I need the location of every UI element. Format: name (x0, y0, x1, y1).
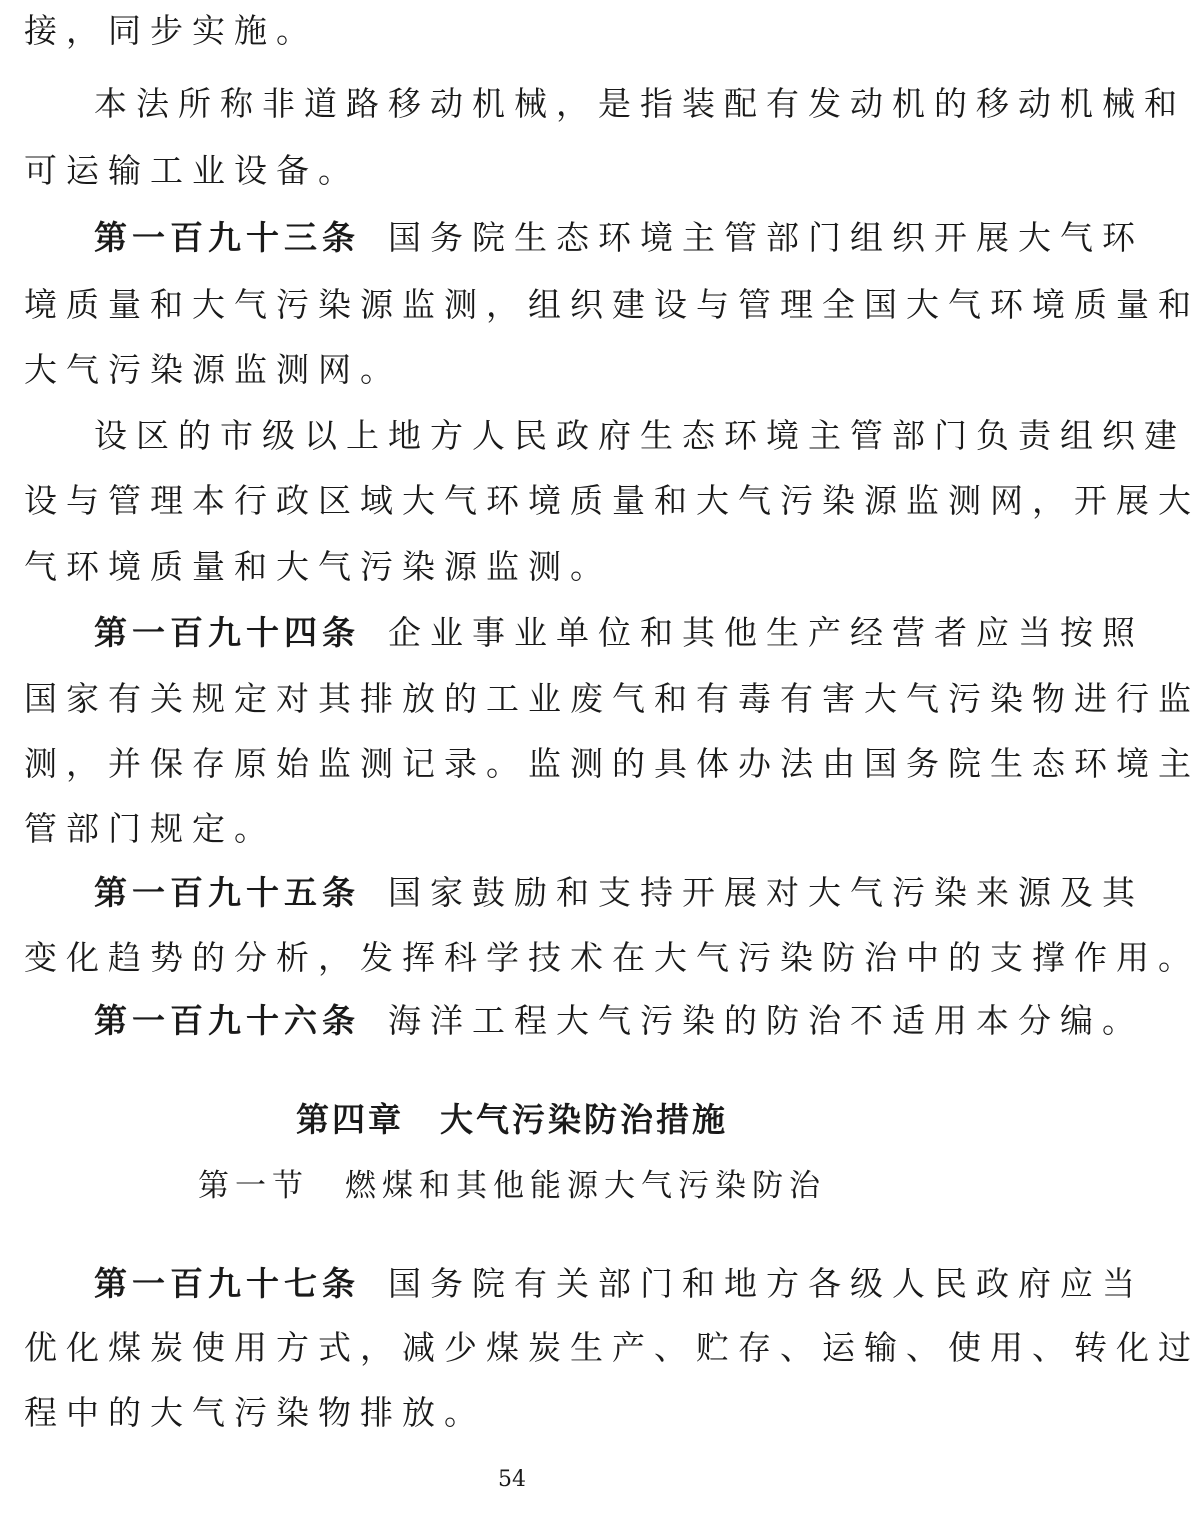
text-line: 境质量和大气污染源监测，组织建设与管理全国大气环境质量和 (24, 285, 1200, 324)
text-line: 变化趋势的分析，发挥科学技术在大气污染防治中的支撑作用。 (24, 938, 1200, 977)
text-line: 国家有关规定对其排放的工业废气和有毒有害大气污染物进行监 (24, 679, 1200, 718)
text-line: 管部门规定。 (24, 809, 276, 848)
article-number: 第一百九十三条 (94, 218, 360, 257)
article-197 (94, 1264, 1144, 1304)
text-line: 气环境质量和大气污染源监测。 (24, 547, 612, 586)
article-194 (94, 613, 1144, 653)
article-number: 第一百九十四条 (94, 613, 360, 652)
text-line: 程中的大气污染物排放。 (24, 1393, 486, 1432)
article-195 (94, 873, 1144, 913)
chapter-heading (0, 1100, 1024, 1140)
text-line: 可运输工业设备。 (24, 151, 360, 190)
text-line: 测，并保存原始监测记录。监测的具体办法由国务院生态环境主 (24, 744, 1200, 783)
article-number: 第一百九十五条 (94, 873, 360, 912)
page-number: 54 (498, 1467, 526, 1492)
chapter-title: 大气污染防治措施 (440, 1100, 728, 1139)
article-number: 第一百九十六条 (94, 1001, 360, 1040)
text-line: 大气污染源监测网。 (24, 350, 402, 389)
text-line: 优化煤炭使用方式，减少煤炭生产、贮存、运输、使用、转化过 (24, 1328, 1200, 1367)
text-line: 国务院生态环境主管部门组织开展大气环 (388, 218, 1144, 257)
text-line: 海洋工程大气污染的防治不适用本分编。 (388, 1001, 1144, 1040)
article-193 (94, 218, 1144, 258)
text-line: 设区的市级以上地方人民政府生态环境主管部门负责组织建 (94, 416, 1186, 455)
text-line: 国家鼓励和支持开展对大气污染来源及其 (388, 873, 1144, 912)
article-number: 第一百九十七条 (94, 1264, 360, 1303)
text-line: 本法所称非道路移动机械，是指装配有发动机的移动机械和 (94, 84, 1186, 123)
text-line: 接，同步实施。 (24, 11, 318, 50)
section-title: 燃煤和其他能源大气污染防治 (345, 1168, 826, 1204)
article-196 (94, 1001, 1144, 1041)
chapter-number: 第四章 (296, 1100, 404, 1139)
text-line: 企业事业单位和其他生产经营者应当按照 (388, 613, 1144, 652)
text-line: 国务院有关部门和地方各级人民政府应当 (388, 1264, 1144, 1303)
section-heading (0, 1166, 1024, 1206)
text-line: 设与管理本行政区域大气环境质量和大气污染源监测网，开展大 (24, 481, 1200, 520)
section-number: 第一节 (198, 1168, 309, 1204)
